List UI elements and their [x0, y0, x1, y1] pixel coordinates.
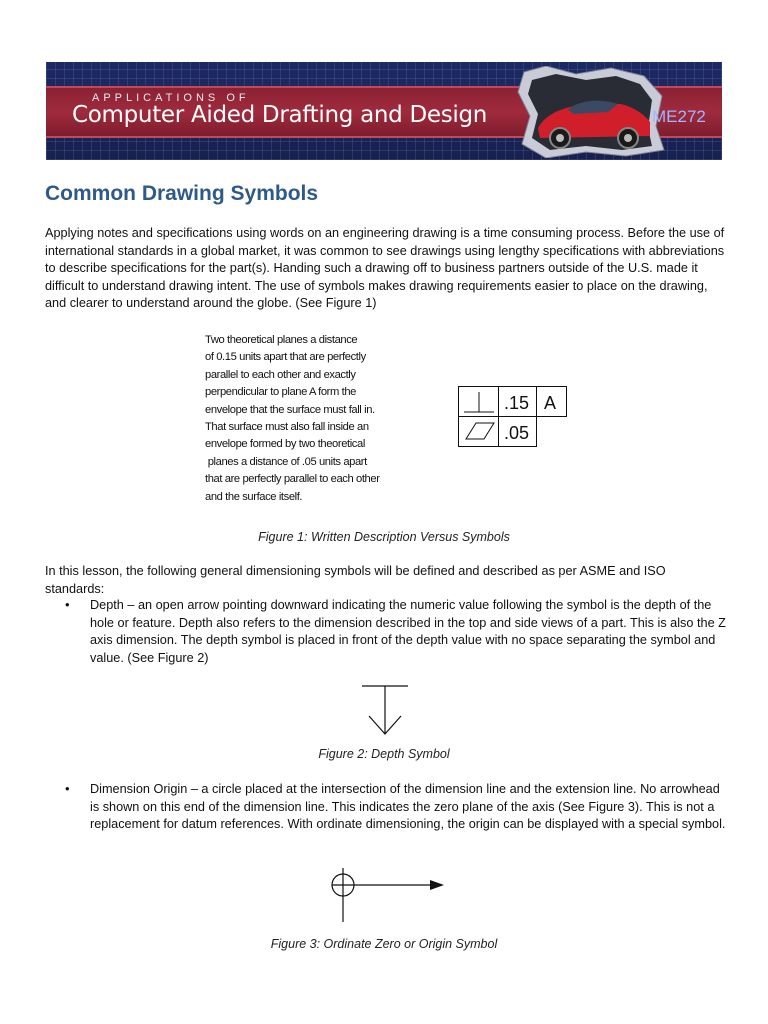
bullet-marker: • [65, 781, 70, 796]
bullet-marker: • [65, 597, 70, 612]
tolerance-value: .15 [504, 393, 530, 413]
flatness-icon [466, 423, 494, 439]
figure-caption: Figure 2: Depth Symbol [318, 747, 450, 761]
description-line: of 0.15 units apart that are perfectly [205, 351, 366, 364]
feature-control-frame [458, 386, 570, 448]
figure-caption: Figure 3: Ordinate Zero or Origin Symbol [270, 937, 498, 951]
course-banner [46, 62, 722, 160]
sports-car-icon [516, 66, 666, 158]
tolerance-value: .05 [504, 423, 530, 443]
course-code: ME272 [652, 107, 706, 126]
description-line: envelope formed by two theoretical [205, 438, 365, 451]
written-description [205, 332, 395, 506]
origin-symbol-icon [326, 866, 448, 924]
description-line: That surface must also fall inside an [205, 421, 369, 434]
description-line: that are perfectly parallel to each other [205, 473, 380, 486]
lesson-intro-paragraph: In this lesson, the following general dimensioning symbols will be defined and described as per ASME and ISO standards: [45, 564, 666, 596]
page-title: Common Drawing Symbols [45, 182, 319, 205]
banner-subtitle: APPLICATIONS OF [92, 92, 250, 104]
intro-paragraph: Applying notes and specifications using words on an engineering drawing is a time consuming process. Before the use of international standards in a global market, it was common to see drawings using lengthy specifications with abbreviations to describe specifications for the part(s). Handing such a drawing off to business partners outside of the U.S. made it difficult to understand drawing intent. The use of symbols makes drawing requirements easier to place on the drawing, and clearer to understand around the globe. (See Figure 1) [45, 226, 725, 311]
description-line: parallel to each other and exactly [205, 368, 356, 381]
description-line: and the surface itself. [205, 490, 303, 503]
dimension-origin-bullet: Dimension Origin – a circle placed at the intersection of the dimension line and the extension line. No arrowhead is shown on this end of the dimension line. This indicates the zero plane of the axis (See Figure 3). This is not a replacement for datum references. With ordinate dimensioning, the origin can be displayed with a special symbol. [90, 782, 726, 832]
description-line: envelope that the surface must fall in. [205, 403, 375, 416]
depth-bullet: Depth – an open arrow pointing downward indicating the numeric value following the symbol is the depth of the hole or feature. Depth also refers to the dimension described in the top and side views of a part. This is also the Z axis dimension. The depth symbol is placed in front of the depth value with no space separating the symbol and value. (See Figure 2) [90, 598, 726, 665]
depth-symbol-icon [360, 684, 410, 736]
description-line: perpendicular to plane A form the [205, 386, 356, 399]
datum-reference: A [544, 393, 557, 413]
banner-title: Computer Aided Drafting and Design [72, 102, 488, 128]
perpendicularity-icon [464, 392, 494, 412]
figure-caption: Figure 1: Written Description Versus Symbols [258, 530, 510, 544]
description-line: planes a distance of .05 units apart [205, 455, 367, 468]
description-line: Two theoretical planes a distance [205, 334, 358, 346]
